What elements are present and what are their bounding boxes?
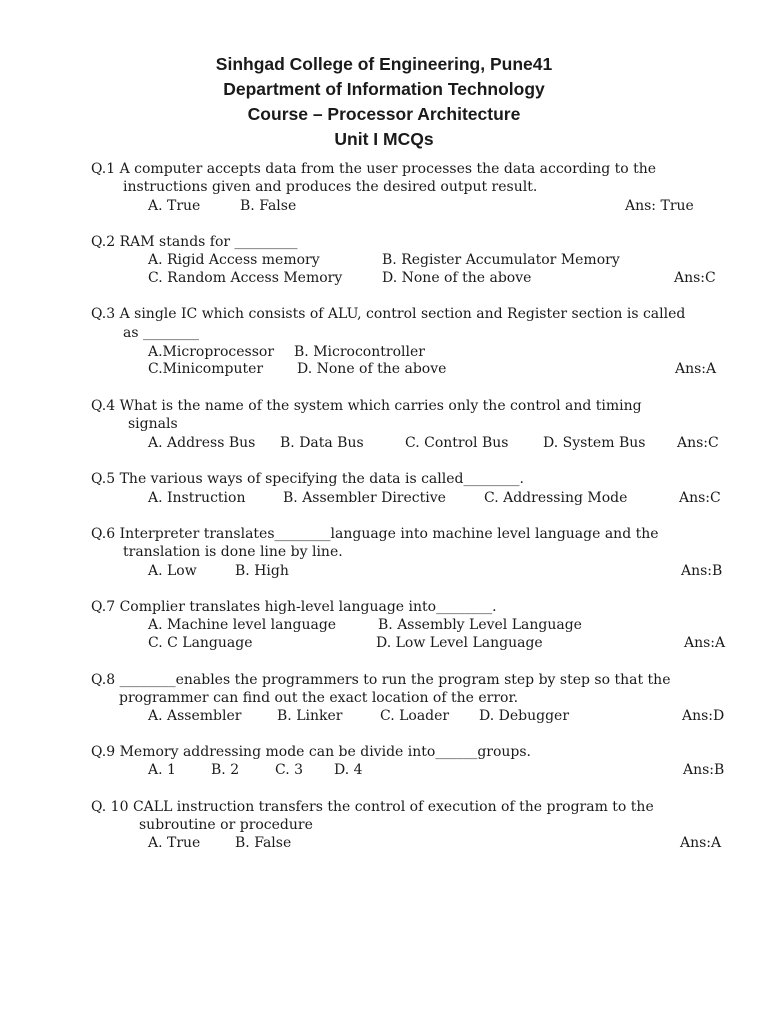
option-b: B. Assembler Directive [283,490,446,506]
option-a: A. Assembler [148,708,242,724]
answer: Ans:A [684,635,726,651]
unit-title: Unit I MCQs [334,129,434,149]
question-text-cont: programmer can find out the exact location of the error. [119,690,519,706]
option-d: D. Debugger [479,708,570,724]
answer: Ans:D [682,708,725,724]
question-text-cont: signals [128,416,178,432]
question-text: Q.7 Complier translates high-level language into________. [91,599,497,615]
option-d: D. None of the above [382,270,532,286]
question-text: Q.8 ________enables the programmers to run the program step by step so that the [91,672,671,688]
option-a: A. Address Bus [148,435,256,451]
answer: Ans:C [679,490,721,506]
option-d: D. 4 [334,762,363,778]
option-c: C. 3 [275,762,304,778]
answer: Ans:C [677,435,719,451]
question-text-cont: instructions given and produces the desired output result. [123,179,538,195]
option-c: C.Minicomputer [148,361,264,377]
option-b: B. High [235,563,289,579]
question-text: Q.4 What is the name of the system which carries only the control and timing [91,398,642,414]
question-text: Q.1 A computer accepts data from the user processes the data according to the [91,161,657,177]
option-d: D. Low Level Language [376,635,543,651]
option-b: B. False [240,198,297,214]
college-title: Sinhgad College of Engineering, Pune41 [215,54,553,74]
option-d: D. System Bus [543,435,646,451]
answer: Ans:A [680,835,722,851]
question-text: Q.6 Interpreter translates________language into machine level language and the [91,526,659,542]
option-b: B. Microcontroller [294,344,425,360]
question-text: Q.2 RAM stands for _________ [91,234,298,250]
option-a: A.Microprocessor [148,344,275,360]
option-a: A. 1 [148,762,176,778]
question-text: Q.3 A single IC which consists of ALU, control section and Register section is called [91,306,686,322]
question-text-cont: translation is done line by line. [123,544,343,560]
option-b: B. 2 [211,762,240,778]
option-a: A. Machine level language [148,617,337,633]
option-a: A. True [148,198,201,214]
option-b: B. Register Accumulator Memory [382,252,620,268]
question-text: Q.9 Memory addressing mode can be divide into______groups. [91,744,532,760]
answer: Ans:B [681,563,723,579]
option-d: D. None of the above [297,361,447,377]
answer: Ans:C [674,270,716,286]
option-c: C. C Language [148,635,253,651]
option-b: B. False [235,835,292,851]
question-text: Q. 10 CALL instruction transfers the control of execution of the program to the [91,799,654,815]
option-a: A. Low [148,563,197,579]
option-c: C. Addressing Mode [484,490,628,506]
question-text-cont: as ________ [123,325,199,341]
answer: Ans:A [675,361,717,377]
option-b: B. Data Bus [280,435,364,451]
department-title: Department of Information Technology [223,79,545,99]
option-b: B. Linker [277,708,343,724]
question-text: Q.5 The various ways of specifying the data is called________. [91,471,524,487]
course-title: Course – Processor Architecture [247,104,521,124]
answer: Ans: True [625,198,694,214]
option-c: C. Random Access Memory [148,270,343,286]
option-c: C. Control Bus [405,435,509,451]
answer: Ans:B [683,762,725,778]
question-text-cont: subroutine or procedure [139,817,313,833]
option-a: A. Instruction [148,490,246,506]
option-a: A. True [148,835,201,851]
option-a: A. Rigid Access memory [148,252,320,268]
option-b: B. Assembly Level Language [378,617,582,633]
option-c: C. Loader [380,708,450,724]
